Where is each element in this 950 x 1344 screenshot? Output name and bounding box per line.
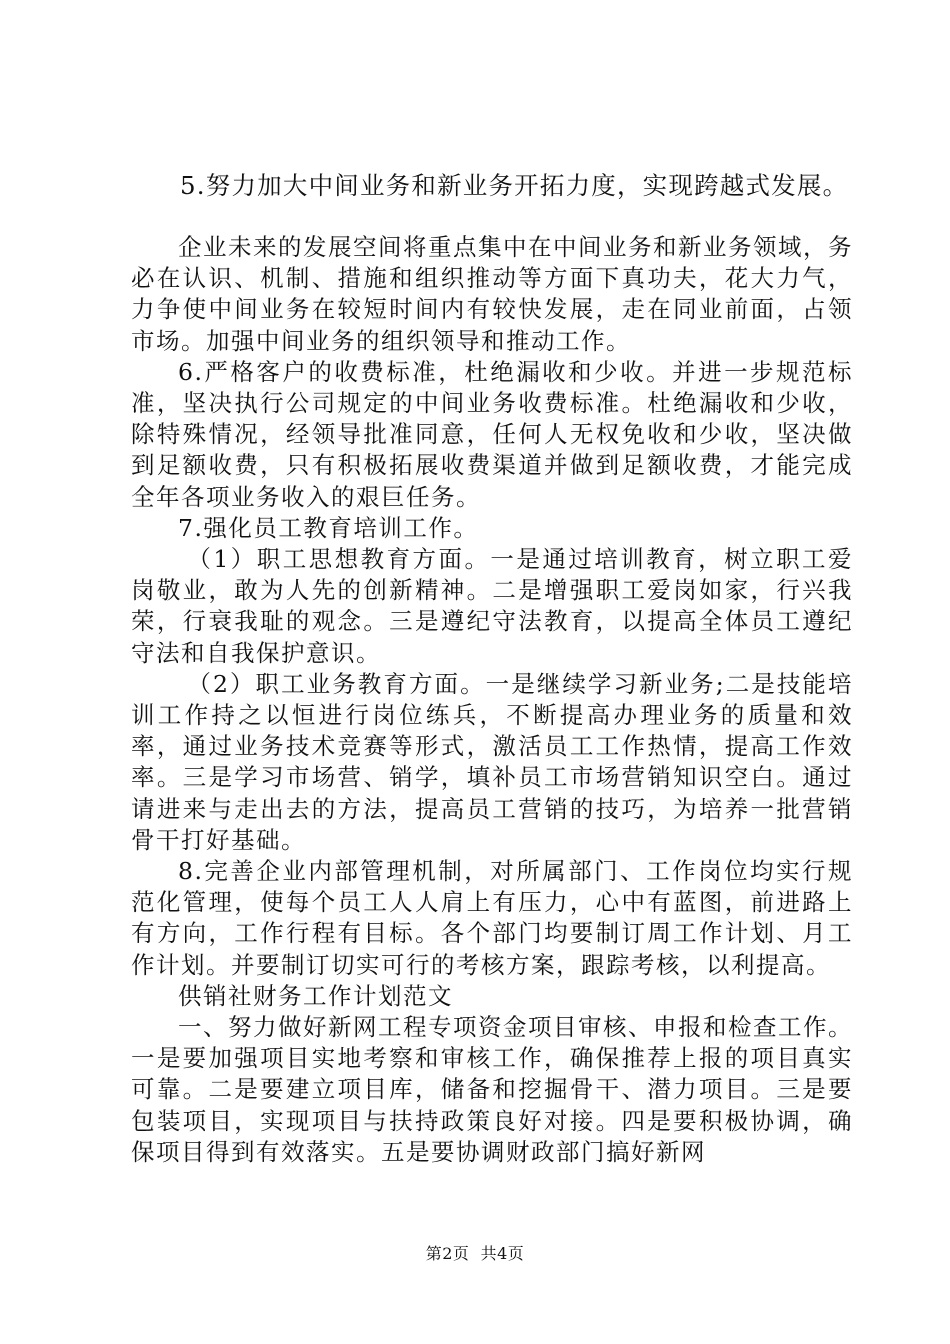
paragraph-section-title: 供销社财务工作计划范文 [178,981,453,1010]
paragraph-item-6-fee-standard: 6.严格客户的收费标准，杜绝漏收和少收。并进一步规范标准，坚决执行公司规定的中间业务收费标准。杜绝漏收和少收，除特殊情况，经领导批准同意，任何人无权免收和少收，坚决做到足额收费，只有积极拓展收费渠道并做到足额收费，才能完成全年各项业务收入的艰巨任务。 [131,357,853,511]
page-number-label: 第2页 共4页 [425,1244,525,1263]
paragraph-item-8-management: 8.完善企业内部管理机制，对所属部门、工作岗位均实行规范化管理，使每个员工人人肩上有压力，心中有蓝图，前进路上有方向，工作行程有目标。各个部门均要制订周工作计划、月工作计划。并要制订切实可行的考核方案，跟踪考核，以利提高。 [131,857,853,979]
paragraph-project-review: 一、努力做好新网工程专项资金项目审核、申报和检查工作。一是要加强项目实地考察和审核工作，确保推荐上报的项目真实可靠。二是要建立项目库，储备和挖掘骨干、潜力项目。三是要包装项目，实现项目与扶持政策良好对接。四是要积极协调，确保项目得到有效落实。五是要协调财政部门搞好新网 [131,1013,853,1166]
paragraph-item-7-training: 7.强化员工教育培训工作。 [178,513,479,542]
paragraph-development-space: 企业未来的发展空间将重点集中在中间业务和新业务领域，务必在认识、机制、措施和组织推动等方面下真功夫，花大力气，力争使中间业务在较短时间内有较快发展，走在同业前面，占领市场。加强中间业务的组织领导和推动工作。 [131,233,853,355]
document-body [131,232,853,1168]
paragraph-ideology-education: （1）职工思想教育方面。一是通过培训教育，树立职工爱岗敬业，敢为人先的创新精神。二是增强职工爱岗如家，行兴我荣，行衰我耻的观念。三是遵纪守法教育，以提高全体员工遵纪守法和自我保护意识。 [131,545,853,667]
section-heading-5: 5.努力加大中间业务和新业务开拓力度，实现跨越式发展。 [180,171,849,200]
page-footer [0,1244,950,1264]
paragraph-business-education: （2）职工业务教育方面。一是继续学习新业务;二是技能培训工作持之以恒进行岗位练兵，不断提高办理业务的质量和效率，通过业务技术竞赛等形式，激活员工工作热情，提高工作效率。三是学习市场营、销学，填补员工市场营销知识空白。通过请进来与走出去的方法，提高员工营销的技巧，为培养一批营销骨干打好基础。 [131,669,853,854]
